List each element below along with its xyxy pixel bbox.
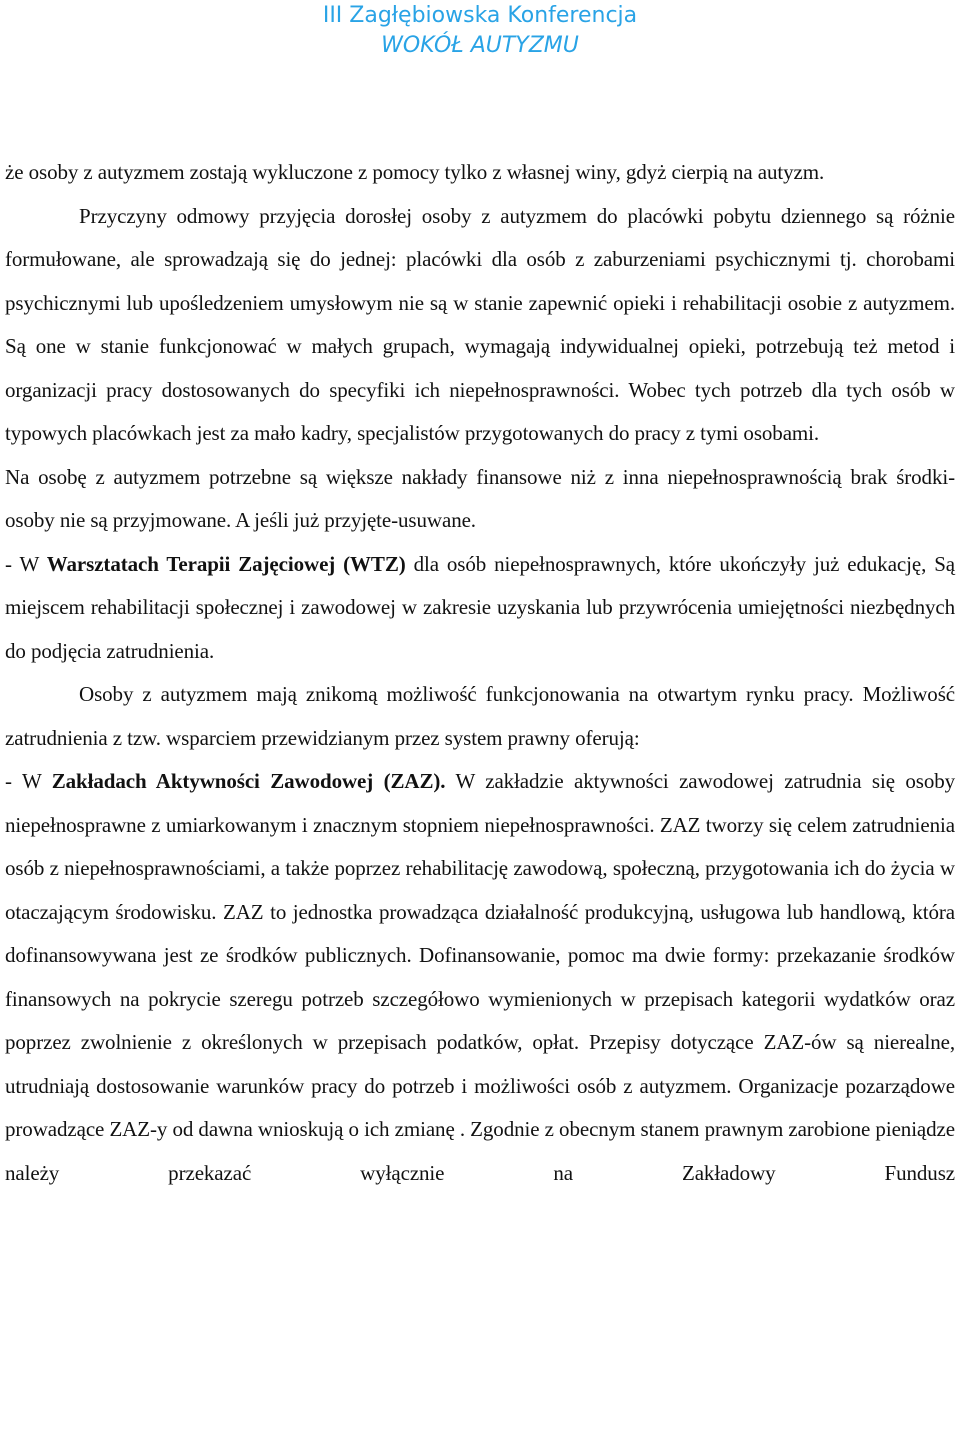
paragraph: że osoby z autyzmem zostają wykluczone z pomocy tylko z własnej winy, gdyż cierpią na autyzm. bbox=[5, 160, 825, 184]
paragraph-text: dla osób niepełnosprawnych, które ukończyły już edukację, Są miejscem rehabilitacji społecznej i zawodowej w zakresie uzyskania lub przywrócenia umiejętności niezbędnych do podjęcia zatrudnienia. bbox=[5, 551, 956, 663]
paragraph: Osoby z autyzmem mają znikomą możliwość funkcjonowania na otwartym rynku pracy. Możliwość zatrudnienia z tzw. wsparciem przewidzianym przez system prawny oferują: bbox=[5, 682, 955, 750]
bold-term: Zakładach Aktywności Zawodowej (ZAZ). bbox=[51, 769, 446, 793]
paragraph-wtz bbox=[5, 543, 955, 674]
document-body bbox=[5, 151, 955, 1195]
paragraph: Na osobę z autyzmem potrzebne są większe nakłady finansowe niż z inna niepełnosprawnością brak środki- osoby nie są przyjmowane. A jeśli już przyjęte-usuwane. bbox=[5, 464, 955, 532]
list-dash: - W bbox=[5, 769, 52, 793]
list-dash: - W bbox=[5, 551, 47, 576]
bold-term: Warsztatach Terapii Zajęciowej (WTZ) bbox=[46, 551, 406, 576]
conference-title: III Zagłębiowska Konferencja bbox=[322, 3, 638, 28]
paragraph-zaz bbox=[5, 760, 955, 1195]
paragraph-text: W zakładzie aktywności zawodowej zatrudnia się osoby niepełnosprawne z umiarkowanym i znacznym stopniem niepełnosprawności. ZAZ tworzy się celem zatrudnienia osób z niepełnosprawnościami, a także poprzez rehabilitację zawodową, społeczną, przygotowania ich do życia w otaczającym środowisku. ZAZ to jednostka prowadząca działalność produkcyjną, usługowa lub handlową, która dofinansowywana jest ze środków publicznych. Dofinansowanie, pomoc ma dwie formy: przekazanie środków finansowych na pokrycie szeregu potrzeb szczegółowo wymienionych w przepisach kategorii wydatków oraz poprzez zwolnienie z określonych w przepisach podatków, opłat. Przepisy dotyczące ZAZ-ów są nierealne, utrudniają dostosowanie warunków pracy do potrzeb i możliwości osób z autyzmem. Organizacje pozarządowe prowadzące ZAZ-y od dawna wnioskują o ich zmianę . Zgodnie z obecnym stanem prawnym zarobione pieniądze należy przekazać wyłącznie na Zakładowy Fundusz bbox=[5, 769, 956, 1185]
paragraph: Przyczyny odmowy przyjęcia dorosłej osoby z autyzmem do placówki pobytu dziennego są różnie formułowane, ale sprowadzają się do jednej: placówki dla osób z zaburzeniami psychicznymi tj. chorobami psychicznymi lub upośledzeniem umysłowym nie są w stanie zapewnić opieki i rehabilitacji osobie z autyzmem. Są one w stanie funkcjonować w małych grupach, wymagają indywidualnej opieki, potrzebują też metod i organizacji pracy dostosowanych do specyfiki ich niepełnosprawności. Wobec tych potrzeb dla tych osób w typowych placówkach jest za mało kadry, specjalistów przygotowanych do pracy z tymi osobami. bbox=[5, 203, 955, 445]
conference-subtitle: WOKÓŁ AUTYZMU bbox=[381, 33, 579, 58]
